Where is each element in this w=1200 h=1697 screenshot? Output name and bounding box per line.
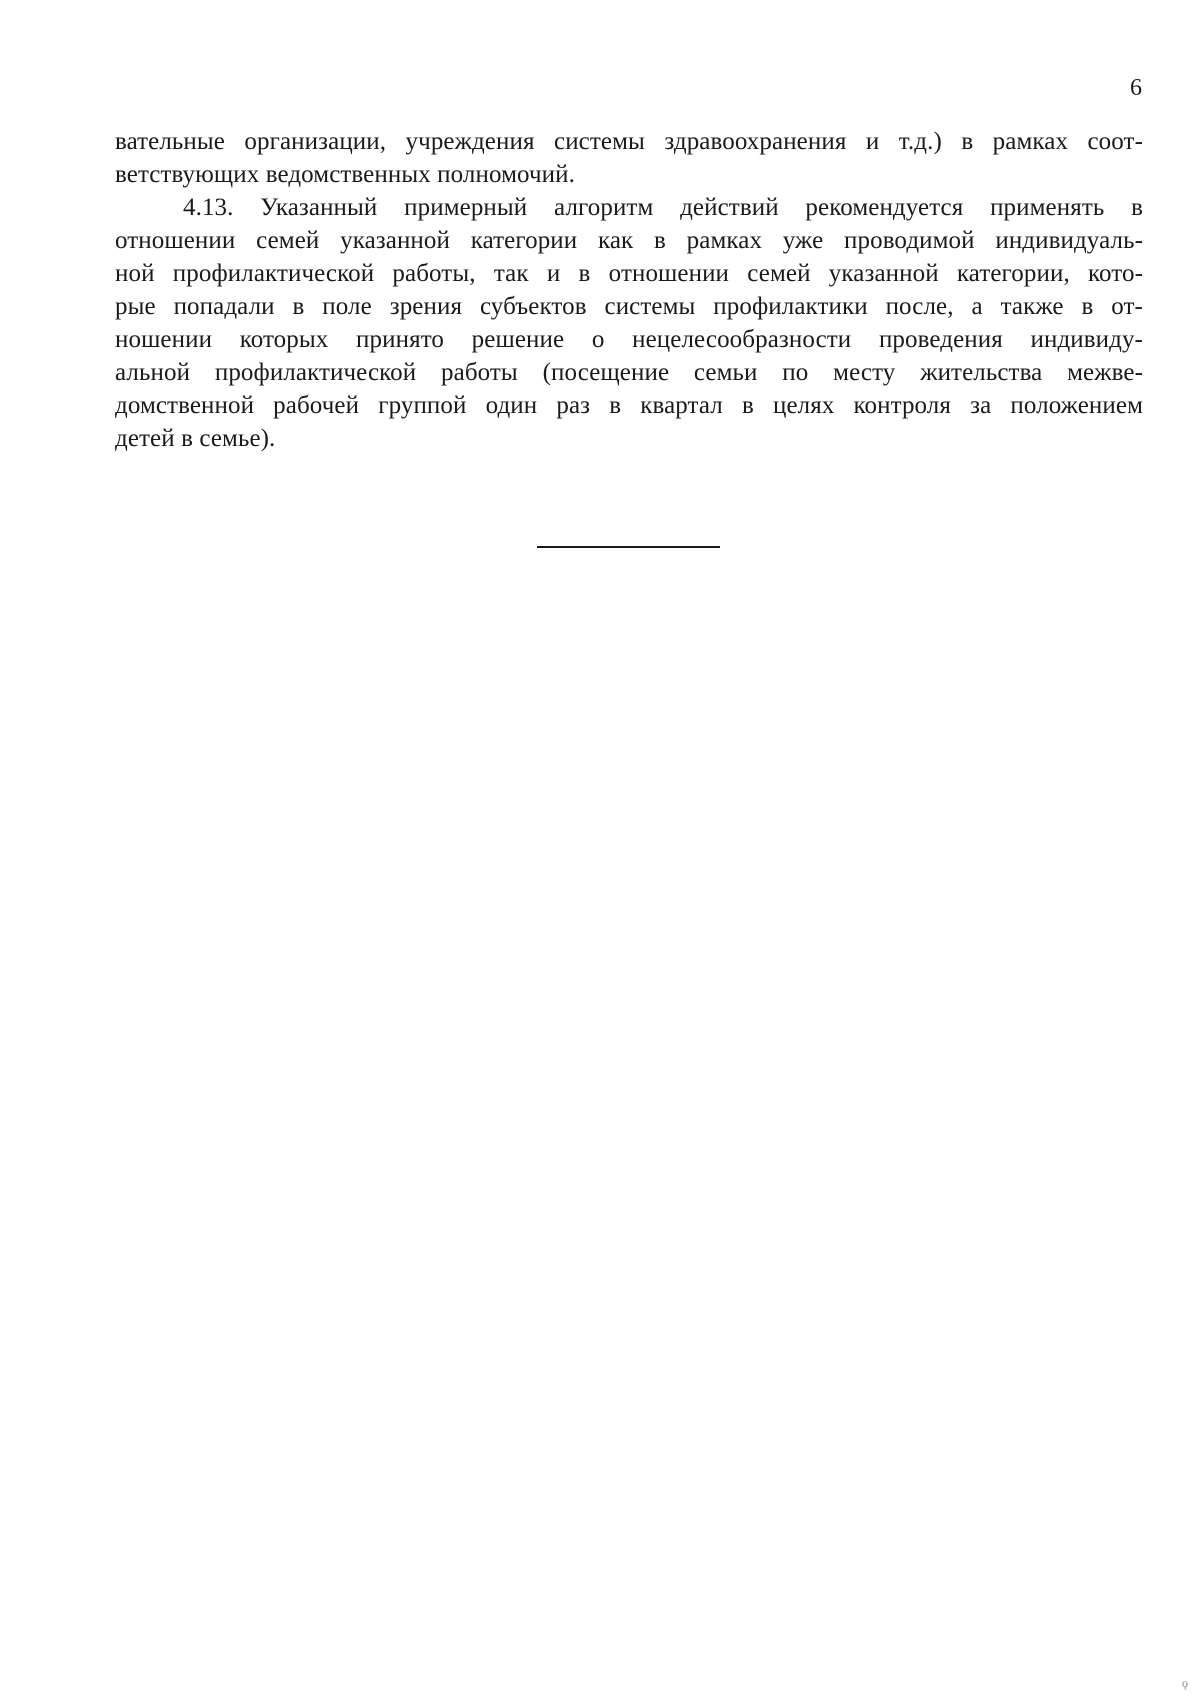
- text-line: ной профилактической работы, так и в отношении семей указанной категории, кото-: [115, 260, 1143, 287]
- text-line: детей в семье).: [115, 425, 276, 452]
- text-line: домственной рабочей группой один раз в квартал в целях контроля за положением: [115, 392, 1143, 419]
- document-body: [115, 125, 1143, 455]
- text-line: отношении семей указанной категории как в рамках уже проводимой индивидуаль-: [115, 227, 1143, 254]
- text-line: ветствующих ведомственных полномочий.: [115, 161, 575, 188]
- corner-mark: ǫ: [1182, 1676, 1188, 1690]
- text-line: ношении которых принято решение о нецелесообразности проведения индивиду-: [115, 326, 1143, 353]
- text-line: вательные организации, учреждения системы здравоохранения и т.д.) в рамках соот-: [115, 128, 1143, 155]
- paragraph-continuation: [115, 125, 1143, 191]
- text-line: рые попадали в поле зрения субъектов системы профилактики после, а также в от-: [115, 293, 1143, 320]
- paragraph-4-13: [115, 191, 1143, 455]
- page-number: 6: [1130, 75, 1142, 101]
- text-line: 4.13. Указанный примерный алгоритм действий рекомендуется применять в: [183, 194, 1143, 221]
- text-line: альной профилактической работы (посещение семьи по месту жительства межве-: [115, 359, 1143, 386]
- end-of-document-separator: [537, 546, 720, 548]
